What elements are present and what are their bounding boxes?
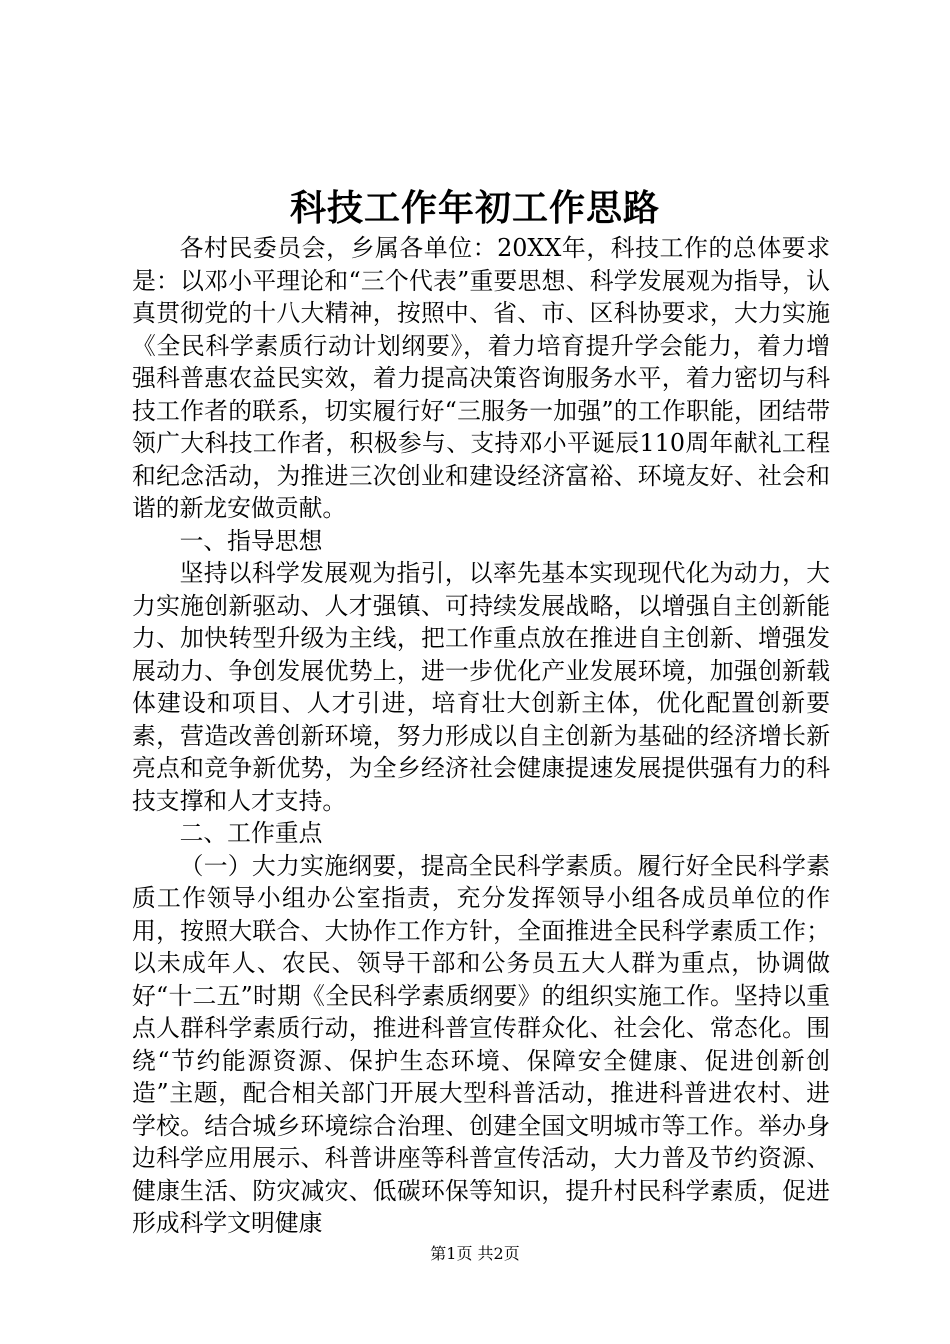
paragraph-intro: 各村民委员会，乡属各单位：20XX年，科技工作的总体要求是：以邓小平理论和“三个代表”重要思想、科学发展观为指导，认真贯彻党的十八大精神，按照中、省、市、区科协要求，大力实施《全民科学素质行动计划纲要》，着力培育提升学会能力，着力增强科普惠农益民实效，着力提高决策咨询服务水平，着力密切与科技工作者的联系，切实履行好“三服务一加强”的工作职能，团结带领广大科技工作者，积极参与、支持邓小平诞辰110周年献礼工程和纪念活动，为推进三次创业和建设经济富裕、环境友好、社会和谐的新龙安做贡献。 (132, 234, 830, 522)
section-heading-work-focus: 二、工作重点 (179, 819, 323, 847)
page-number: 第1页 共2页 (430, 1244, 520, 1263)
section-heading-guiding-ideology: 一、指导思想 (179, 526, 323, 555)
paragraph-work-focus-1: （一）大力实施纲要，提高全民科学素质。履行好全民科学素质工作领导小组办公室指责，充分发挥领导小组各成员单位的作用，按照大联合、大协作工作方针，全面推进全民科学素质工作；以未成年人、农民、领导干部和公务员五大人群为重点，协调做好“十二五”时期《全民科学素质纲要》的组织实施工作。坚持以重点人群科学素质行动，推进科普宣传群众化、社会化、常态化。围绕“节约能源资源、保护生态环境、保障安全健康、促进创新创造”主题，配合相关部门开展大型科普活动，推进科普进农村、进学校。结合城乡环境综合治理、创建全国文明城市等工作。举办身边科学应用展示、科普讲座等科普宣传活动，大力普及节约资源、健康生活、防灾减灾、低碳环保等知识，提升村民科学素质，促进形成科学文明健康 (132, 851, 830, 1237)
paragraph-guiding-ideology: 坚持以科学发展观为指引，以率先基本实现现代化为动力，大力实施创新驱动、人才强镇、可持续发展战略，以增强自主创新能力、加快转型升级为主线，把工作重点放在推进自主创新、增强发展动力、争创发展优势上，进一步优化产业发展环境，加强创新载体建设和项目、人才引进，培育壮大创新主体，优化配置创新要素，营造改善创新环境，努力形成以自主创新为基础的经济增长新亮点和竞争新优势，为全乡经济社会健康提速发展提供强有力的科技支撑和人才支持。 (132, 559, 830, 815)
document-body (132, 232, 830, 1240)
document-title: 科技工作年初工作思路 (289, 187, 660, 229)
